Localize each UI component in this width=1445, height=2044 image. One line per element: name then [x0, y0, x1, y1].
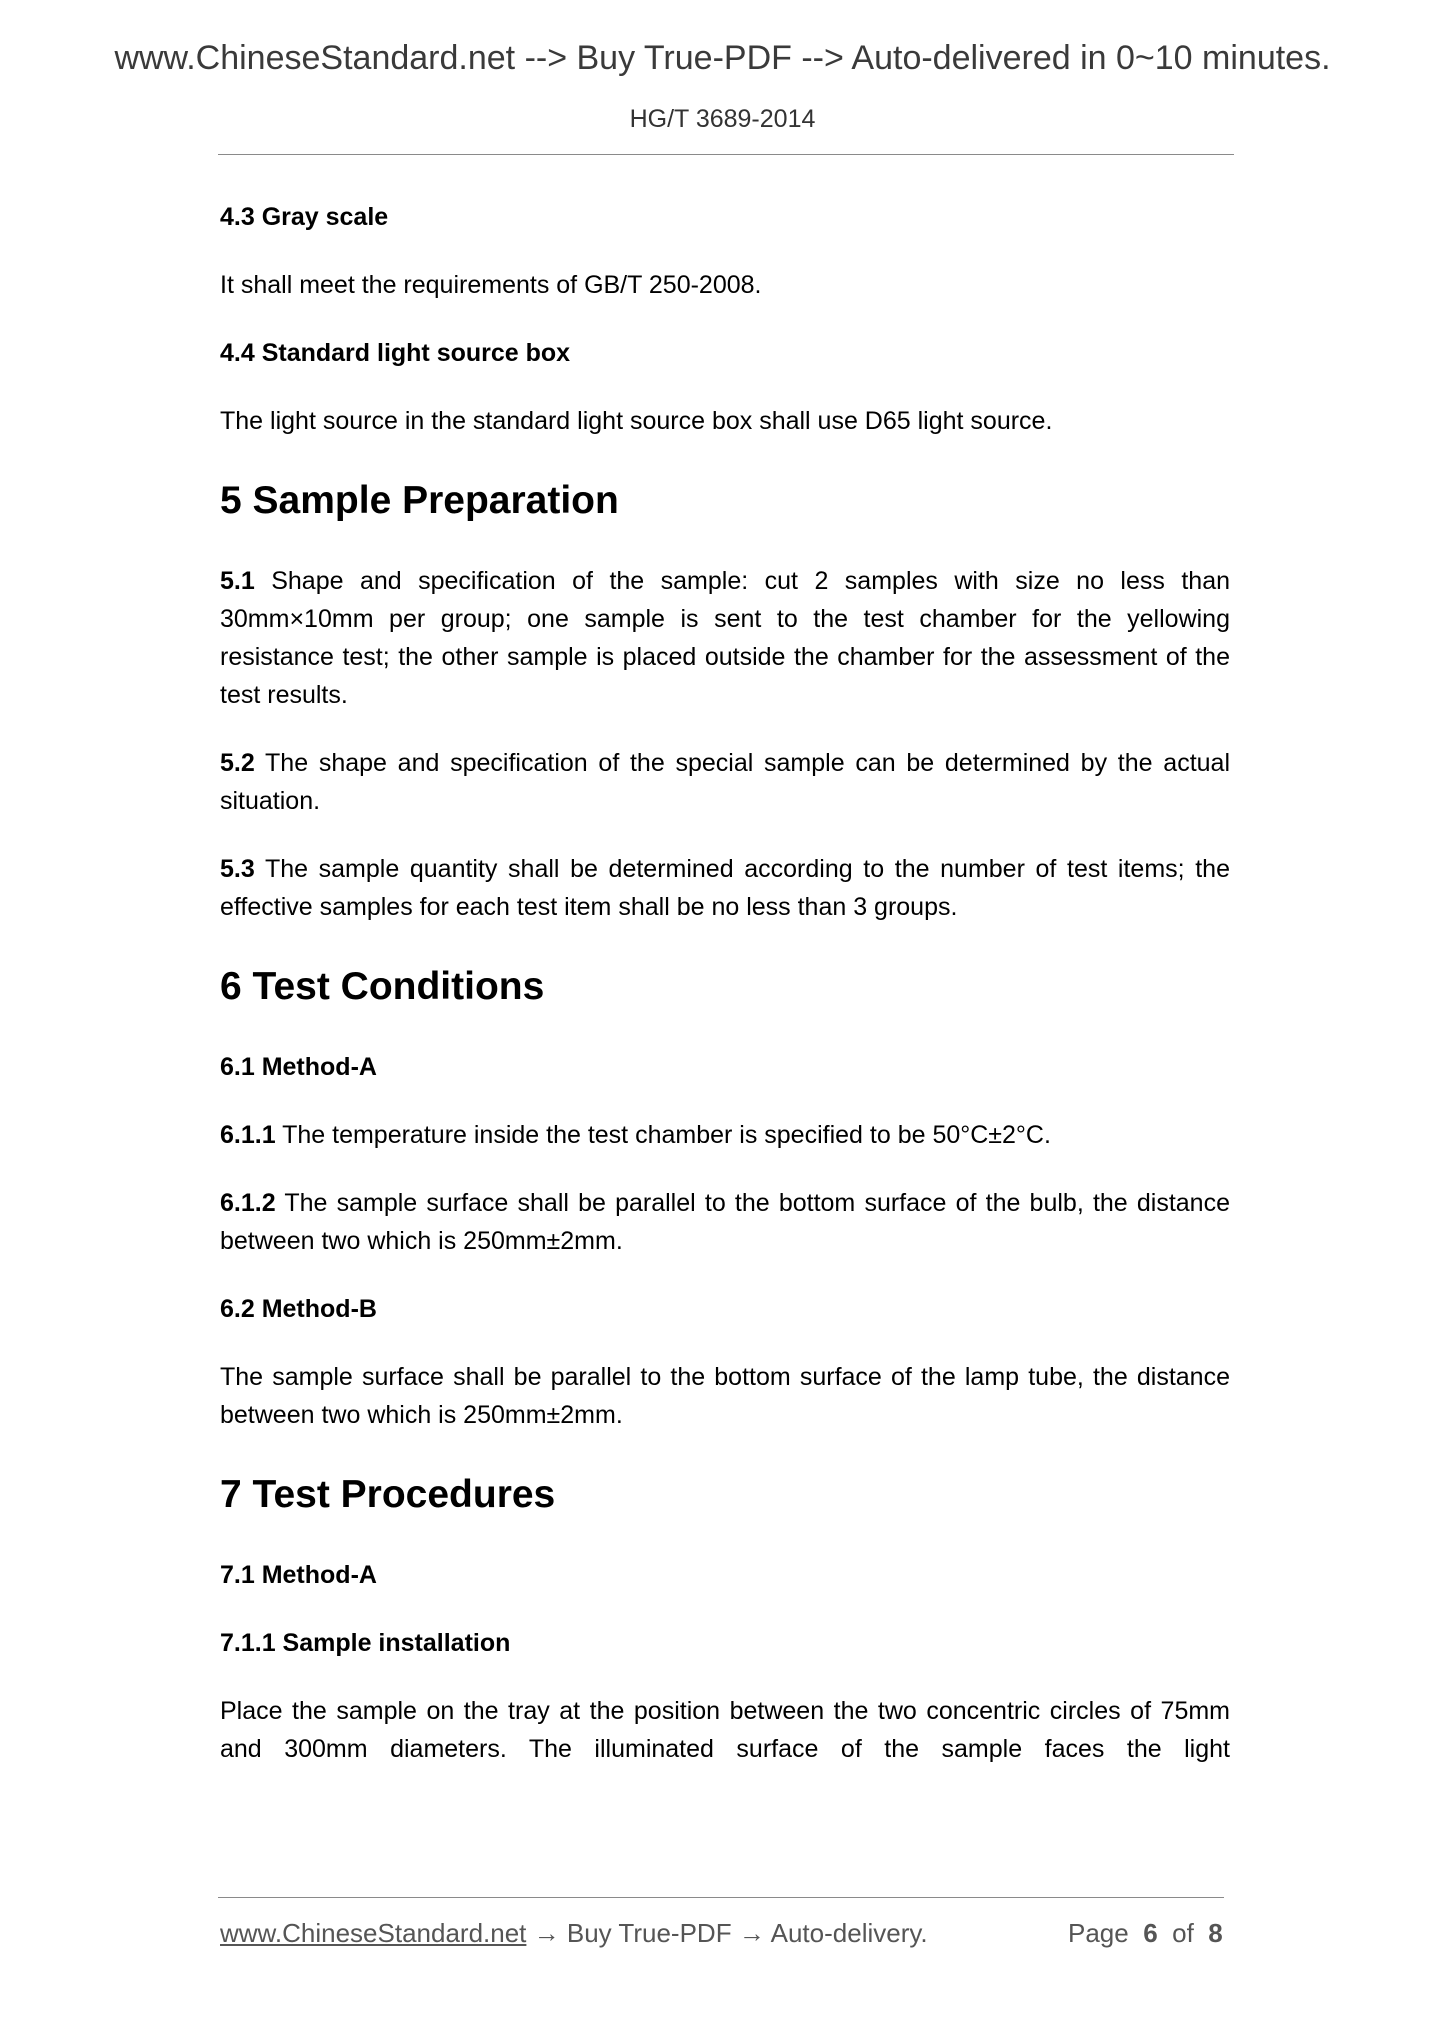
clause-number: 6.1.1 [220, 1121, 276, 1149]
section-6-heading: 6 Test Conditions [220, 965, 545, 1008]
section-4-3-text: It shall meet the requirements of GB/T 250-2008. [220, 271, 762, 299]
footer-divider [218, 1897, 1224, 1898]
site-banner: www.ChineseStandard.net --> Buy True-PDF --> Auto-delivered in 0~10 minutes. [114, 39, 1331, 77]
clause-5-3 [220, 850, 1230, 926]
clause-text: The temperature inside the test chamber is specified to be 50°C±2°C. [275, 1121, 1051, 1149]
page-indicator [1068, 1916, 1223, 1950]
page-label: Page [1068, 1918, 1129, 1948]
section-4-4-text: The light source in the standard light source box shall use D65 light source. [220, 407, 1053, 435]
arrow-icon: → [533, 1918, 560, 1948]
standard-code: HG/T 3689-2014 [629, 105, 816, 133]
section-7-1-heading: 7.1 Method-A [220, 1561, 377, 1589]
section-6-2-text: The sample surface shall be parallel to the bottom surface of the lamp tube, the distance between two which is 250mm±2mm. [220, 1363, 1230, 1429]
section-7-heading: 7 Test Procedures [220, 1473, 556, 1516]
arrow-icon: → [738, 1918, 765, 1948]
clause-5-1 [220, 562, 1230, 714]
section-4-4-heading: 4.4 Standard light source box [220, 339, 571, 367]
section-7-1-1-heading: 7.1.1 Sample installation [220, 1629, 511, 1657]
clause-number: 6.1.2 [220, 1189, 276, 1217]
clause-text: The sample quantity shall be determined according to the number of test items; the effective samples for each test item shall be no less than 3 groups. [220, 855, 1230, 921]
clause-number: 5.2 [220, 749, 255, 777]
page-of: of [1172, 1918, 1194, 1948]
clause-text: Shape and specification of the sample: cut 2 samples with size no less than 30mm×10mm per group; one sample is sent to the test chamber for the yellowing resistance test; the other sample is placed outside the chamber for the assessment of the test results. [220, 567, 1230, 709]
page-current: 6 [1143, 1918, 1158, 1948]
page-total: 8 [1208, 1918, 1223, 1948]
clause-number: 5.3 [220, 855, 255, 883]
clause-text: The sample surface shall be parallel to the bottom surface of the bulb, the distance between two which is 250mm±2mm. [220, 1189, 1230, 1255]
section-6-1-heading: 6.1 Method-A [220, 1053, 377, 1081]
clause-6-1-1 [220, 1116, 1230, 1154]
section-4-3-heading: 4.3 Gray scale [220, 203, 389, 231]
header-divider [218, 154, 1234, 155]
footer-site-link[interactable]: www.ChineseStandard.net [220, 1918, 527, 1948]
section-7-1-1-text: Place the sample on the tray at the position between the two concentric circles of 75mm and 300mm diameters. The illuminated surface of the sample faces the light [220, 1697, 1230, 1763]
clause-number: 5.1 [220, 567, 255, 595]
section-5-heading: 5 Sample Preparation [220, 479, 619, 522]
footer-buy-text: Buy True-PDF [566, 1918, 732, 1948]
footer-auto-text: Auto-delivery. [770, 1918, 928, 1948]
clause-text: The shape and specification of the special sample can be determined by the actual situation. [220, 749, 1230, 815]
section-6-2-heading: 6.2 Method-B [220, 1295, 377, 1323]
clause-5-2 [220, 744, 1230, 820]
document-body [220, 198, 1230, 1798]
clause-6-1-2 [220, 1184, 1230, 1260]
footer-promo [220, 1916, 928, 1950]
